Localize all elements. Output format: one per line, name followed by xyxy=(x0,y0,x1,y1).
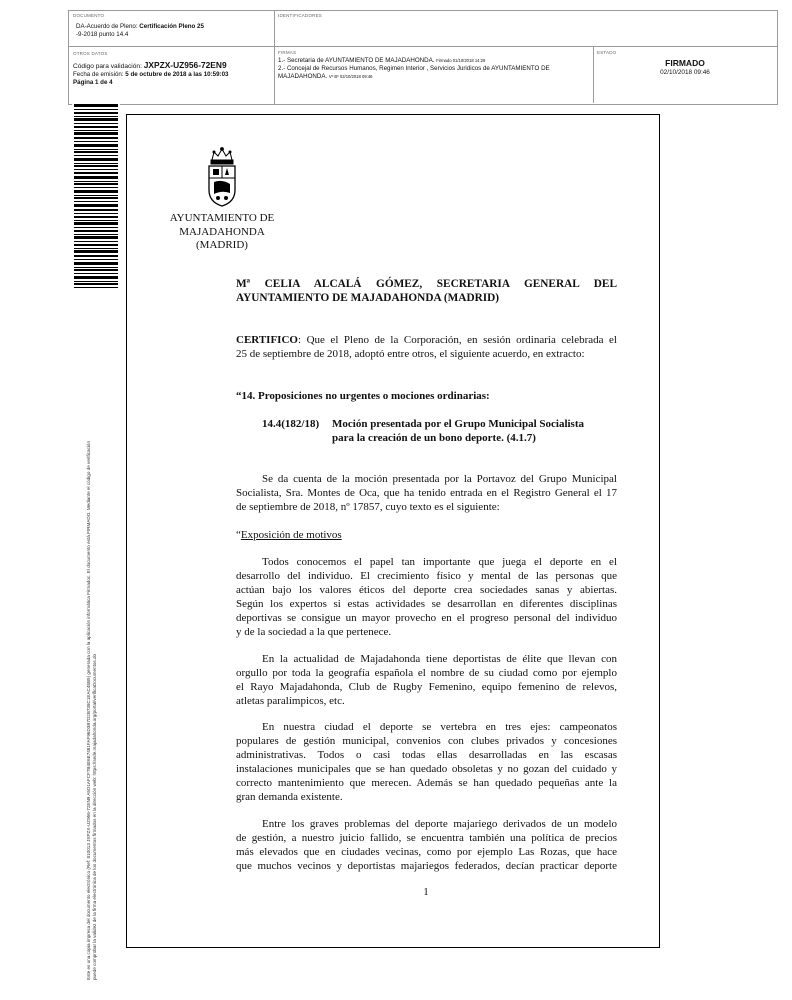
firma-2-line2: MAJADAHONDA. Vº Bº 02/10/2018 09:46 xyxy=(278,73,373,80)
firmas-caption: FIRMAS xyxy=(278,50,297,55)
paragraph-3-line5: correcto mantenimiento que merecen. Además se han quedado pequeñas ante la xyxy=(236,777,617,789)
paragraph-1-line3: actúan bajo los valores éticos del deporte crea sociedades sanas y abiertas. xyxy=(236,584,617,596)
page-number: 1 xyxy=(423,886,429,898)
paragraph-1-line5: deportivas se consigue un mayor provecho en el progreso personal del individuo xyxy=(236,612,617,624)
paragraph-2-line2: orgullo por toda la geografía española el nombre de su ciudad como por ejemplo xyxy=(236,667,617,679)
intro-line1: Se da cuenta de la moción presentada por la Portavoz del Grupo Municipal xyxy=(262,473,617,485)
paragraph-4-line4: que muchos vecinos y deportistas majariegos federados, decían practicar deporte xyxy=(236,860,617,872)
paragraph-4-line3: más elevados que en ciudades vecinas, como por ejemplo Las Rozas, que hace xyxy=(236,846,617,858)
paragraph-1-line1: Todos conocemos el papel tan importante que juega el deporte en el xyxy=(262,556,617,568)
certifico-line1: CERTIFICO: Que el Pleno de la Corporación, en sesión ordinaria celebrada el xyxy=(236,334,617,346)
estado-date: 02/10/2018 09:46 xyxy=(660,69,710,76)
intro-line2: Socialista, Sra. Montes de Oca, que ha tenido entrada en el Registro General el 17 xyxy=(236,487,617,499)
documento-text: DA-Acuerdo de Pleno: Certificación Pleno 25 xyxy=(76,23,204,30)
estado-caption: ESTADO xyxy=(597,50,617,55)
barcode-image xyxy=(72,104,120,288)
estado-value: FIRMADO xyxy=(665,58,705,68)
paragraph-2-line4: atletas paralímpicos, etc. xyxy=(236,695,345,707)
otros-datos-caption: OTROS DATOS xyxy=(73,51,108,56)
firma-1: 1.- Secretaria de AYUNTAMIENTO DE MAJADAHONDA. Firmado 01/10/2018 14:28 xyxy=(278,57,486,64)
header-col-divider-estado xyxy=(593,46,594,103)
intro-line3: de septiembre de 2018, nº 17857, cuyo texto es el siguiente: xyxy=(236,501,500,513)
exposicion-heading: “Exposición de motivos xyxy=(236,529,342,541)
fecha-emision: Fecha de emisión: 5 de octubre de 2018 a las 10:59:03 xyxy=(73,71,229,78)
header-col-divider xyxy=(274,10,275,105)
letterhead-municipality: AYUNTAMIENTO DE MAJADAHONDA (MADRID) xyxy=(169,212,275,251)
documento-text-line2: -9-2018 punto 14.4 xyxy=(76,31,129,38)
section-heading: “14. Proposiciones no urgentes o mociones ordinarias: xyxy=(236,390,490,402)
certifico-line2: 25 de septiembre de 2018, adoptó entre otros, el siguiente acuerdo, en extracto: xyxy=(236,348,585,360)
paragraph-1-line4: Según los expertos si estas actividades se desarrollan en diferentes disciplinas xyxy=(236,598,617,610)
paragraph-3-line6: gran demanda existente. xyxy=(236,791,343,803)
firma-2: 2.- Concejal de Recursos Humanos, Regimen Interior , Servicios Juridicos de AYUNTAMIENTO DE xyxy=(278,65,550,72)
side-verification-text: Este es una copia impresa del documento electrónico (Ref: 810013 JXPZX-UZ956-72EN9 A5D1AFCF7B4E6E7481FAF96D3B7D2B738C1EAC48B5) generada con la aplicación informática Firmadoc. El documento está FIRMADO. Mediante el código de verificación puede comprobar la validez de la firma electrónica de los documentos firmados en la dirección web: https://sede.majadahonda.org/portal/verificaDocumentos.do xyxy=(86,440,97,980)
paragraph-3-line4: instalaciones municipales que se han quedado obsoletas y no gozan del cuidado y xyxy=(236,763,617,775)
pagina-indicator: Página 1 de 4 xyxy=(73,79,113,86)
documento-caption: DOCUMENTO xyxy=(73,13,105,18)
coat-of-arms-icon xyxy=(204,146,240,208)
header-divider xyxy=(68,46,778,47)
certificate-title-line2: AYUNTAMIENTO DE MAJADAHONDA (MADRID) xyxy=(236,292,500,304)
item-title-line1: Moción presentada por el Grupo Municipal Socialista xyxy=(332,418,584,430)
paragraph-3-line3: administrativas. Todos o casi todas ellas desarrolladas en las escasas xyxy=(236,749,617,761)
paragraph-1-line6: y de la sociedad a la que pertenece. xyxy=(236,626,392,638)
paragraph-3-line2: populares de gestión municipal, convenios con clubes privados y concesiones xyxy=(236,735,617,747)
codigo-validacion: Código para validación: JXPZX-UZ956-72EN9 xyxy=(73,60,227,70)
paragraph-2-line3: el Rayo Majadahonda, Club de Rugby Femenino, equipo femenino de relevos, xyxy=(236,681,617,693)
paragraph-1-line2: desarrollo del individuo. El crecimiento físico y mental de las personas que xyxy=(236,570,617,582)
item-title-line2: para la creación de un bono deporte. (4.1.7) xyxy=(332,432,536,444)
certificate-title-line1: Mª CELIA ALCALÁ GÓMEZ, SECRETARIA GENERAL DEL xyxy=(236,278,617,290)
paragraph-4-line1: Entre los graves problemas del deporte majariego derivados de un modelo xyxy=(262,818,617,830)
identificadores-caption: IDENTIFICADORES xyxy=(278,13,323,18)
item-number: 14.4(182/18) xyxy=(262,418,320,430)
paragraph-3-line1: En nuestra ciudad el deporte se vertebra en tres ejes: campeonatos xyxy=(262,721,617,733)
paragraph-4-line2: de gestión, a nuestro juicio fallido, se encuentra también una política de precios xyxy=(236,832,617,844)
paragraph-2-line1: En la actualidad de Majadahonda tiene deportistas de élite que llevan con xyxy=(262,653,617,665)
